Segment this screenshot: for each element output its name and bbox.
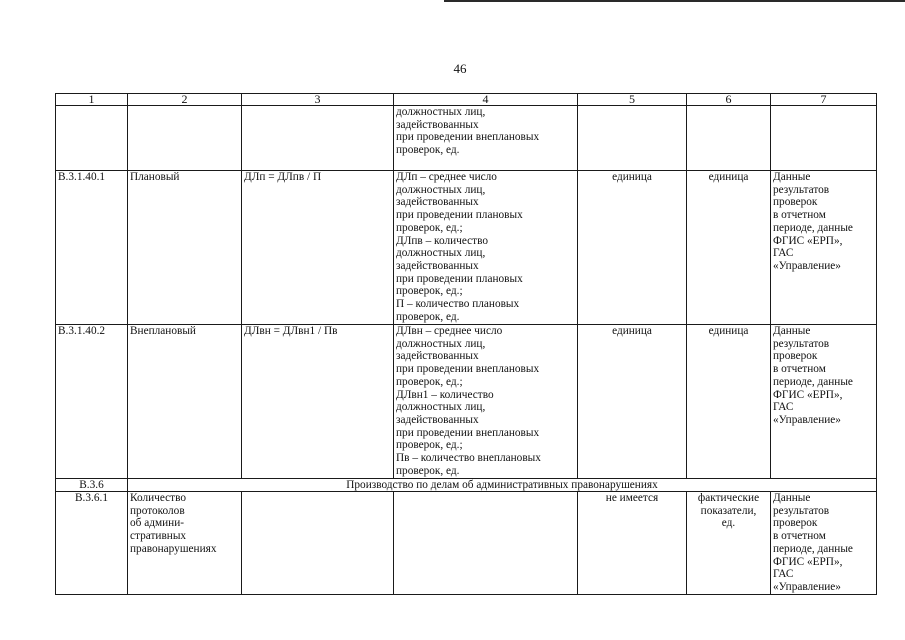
unit-cell: единица <box>578 171 687 325</box>
source-line: результатов <box>773 504 830 517</box>
code-cell: В.3.1.40.1 <box>56 171 128 325</box>
description-line: должностных лиц, <box>396 106 486 118</box>
table-header-row <box>56 94 877 106</box>
unit-cell: единица <box>578 325 687 479</box>
empty-cell <box>128 106 242 171</box>
source-line: в отчетном <box>773 209 826 222</box>
description-line: ДЛп – среднее число <box>396 171 497 183</box>
header-cell: 4 <box>394 94 578 106</box>
empty-cell <box>56 106 128 171</box>
description-line: должностных лиц, <box>396 401 486 414</box>
name-line: правонарушениях <box>130 542 217 555</box>
source-line: проверок <box>773 350 818 363</box>
table-row <box>56 325 877 479</box>
column6-line: ед. <box>721 517 736 530</box>
description-line: задействованных <box>396 118 479 131</box>
description-line: П – количество плановых <box>396 298 520 311</box>
description-line: проверок, ед.; <box>396 221 463 234</box>
code-cell: В.3.1.40.2 <box>56 325 128 479</box>
top-border-line <box>444 0 905 2</box>
source-line: проверок <box>773 196 818 209</box>
header-cell: 6 <box>687 94 771 106</box>
description-line: ДЛпв – количество <box>396 234 488 247</box>
source-line: периоде, данные <box>773 542 853 555</box>
name-cell: Внеплановый <box>128 325 242 479</box>
column6-line: показатели, <box>700 504 757 517</box>
formula-cell: ДЛвн = ДЛвн1 / Пв <box>242 325 394 479</box>
description-line: Пв – количество внеплановых <box>396 452 541 465</box>
name-line: Количество <box>130 492 186 504</box>
source-line: Данные <box>773 492 811 504</box>
table-row-continuation <box>56 106 877 171</box>
name-line: об админи- <box>130 517 185 530</box>
description-line: проверок, ед. <box>396 464 460 477</box>
source-line: «Управление» <box>773 580 841 593</box>
empty-cell <box>242 106 394 171</box>
empty-cell <box>242 492 394 595</box>
section-code-cell: В.3.6 <box>56 479 128 492</box>
column6-cell: единица <box>687 325 771 479</box>
source-line: периоде, данные <box>773 221 853 234</box>
name-line: стративных <box>130 530 187 543</box>
code-cell: В.3.6.1 <box>56 492 128 595</box>
header-cell: 7 <box>771 94 877 106</box>
name-cell: Плановый <box>128 171 242 325</box>
source-line: результатов <box>773 183 830 196</box>
description-line: проверок, ед. <box>396 144 460 157</box>
description-line: проверок, ед. <box>396 310 460 323</box>
description-line: должностных лиц, <box>396 247 486 260</box>
source-line: ФГИС «ЕРП», <box>773 555 843 568</box>
description-line: задействованных <box>396 196 479 209</box>
formula-cell: ДЛп = ДЛпв / П <box>242 171 394 325</box>
description-cell <box>394 325 578 479</box>
source-line: в отчетном <box>773 363 826 376</box>
section-row <box>56 479 877 492</box>
source-line: результатов <box>773 337 830 350</box>
description-line: должностных лиц, <box>396 183 486 196</box>
description-line: ДЛвн – среднее число <box>396 325 503 337</box>
indicators-table <box>55 93 877 595</box>
description-line: при проведении внеплановых <box>396 131 540 144</box>
source-line: Данные <box>773 325 811 337</box>
source-line: Данные <box>773 171 811 183</box>
description-line: при проведении внеплановых <box>396 363 540 376</box>
source-line: ГАС <box>773 401 794 414</box>
header-cell: 3 <box>242 94 394 106</box>
description-line: ДЛвн1 – количество <box>396 388 494 401</box>
description-line: проверок, ед.; <box>396 439 463 452</box>
column6-cell: единица <box>687 171 771 325</box>
header-cell: 2 <box>128 94 242 106</box>
source-line: периоде, данные <box>773 375 853 388</box>
description-line: при проведении плановых <box>396 209 523 222</box>
unit-cell: не имеется <box>578 492 687 595</box>
header-cell: 5 <box>578 94 687 106</box>
description-line: задействованных <box>396 259 479 272</box>
description-line: проверок, ед.; <box>396 375 463 388</box>
source-cell <box>771 171 877 325</box>
section-title-cell: Производство по делам об административных правонарушениях <box>128 479 877 492</box>
table-row <box>56 171 877 325</box>
source-line: ФГИС «ЕРП», <box>773 234 843 247</box>
description-line: задействованных <box>396 350 479 363</box>
page-number: 46 <box>453 61 467 76</box>
column6-cell <box>687 492 771 595</box>
source-cell <box>771 492 877 595</box>
source-line: ГАС <box>773 568 794 581</box>
empty-cell <box>578 106 687 171</box>
name-line: протоколов <box>130 504 185 517</box>
source-line: ГАС <box>773 247 794 260</box>
empty-cell <box>687 106 771 171</box>
description-line: задействованных <box>396 413 479 426</box>
header-cell: 1 <box>56 94 128 106</box>
description-cell <box>394 171 578 325</box>
source-cell <box>771 325 877 479</box>
source-line: проверок <box>773 517 818 530</box>
description-line: при проведении внеплановых <box>396 426 540 439</box>
source-line: «Управление» <box>773 259 841 272</box>
name-cell <box>128 492 242 595</box>
table-row <box>56 492 877 595</box>
source-line: в отчетном <box>773 530 826 543</box>
description-line: при проведении плановых <box>396 272 523 285</box>
source-line: «Управление» <box>773 413 841 426</box>
description-line: проверок, ед.; <box>396 285 463 298</box>
description-line: должностных лиц, <box>396 337 486 350</box>
column6-line: фактические <box>697 492 760 504</box>
empty-cell <box>771 106 877 171</box>
empty-cell <box>394 492 578 595</box>
source-line: ФГИС «ЕРП», <box>773 388 843 401</box>
description-cell <box>394 106 578 171</box>
